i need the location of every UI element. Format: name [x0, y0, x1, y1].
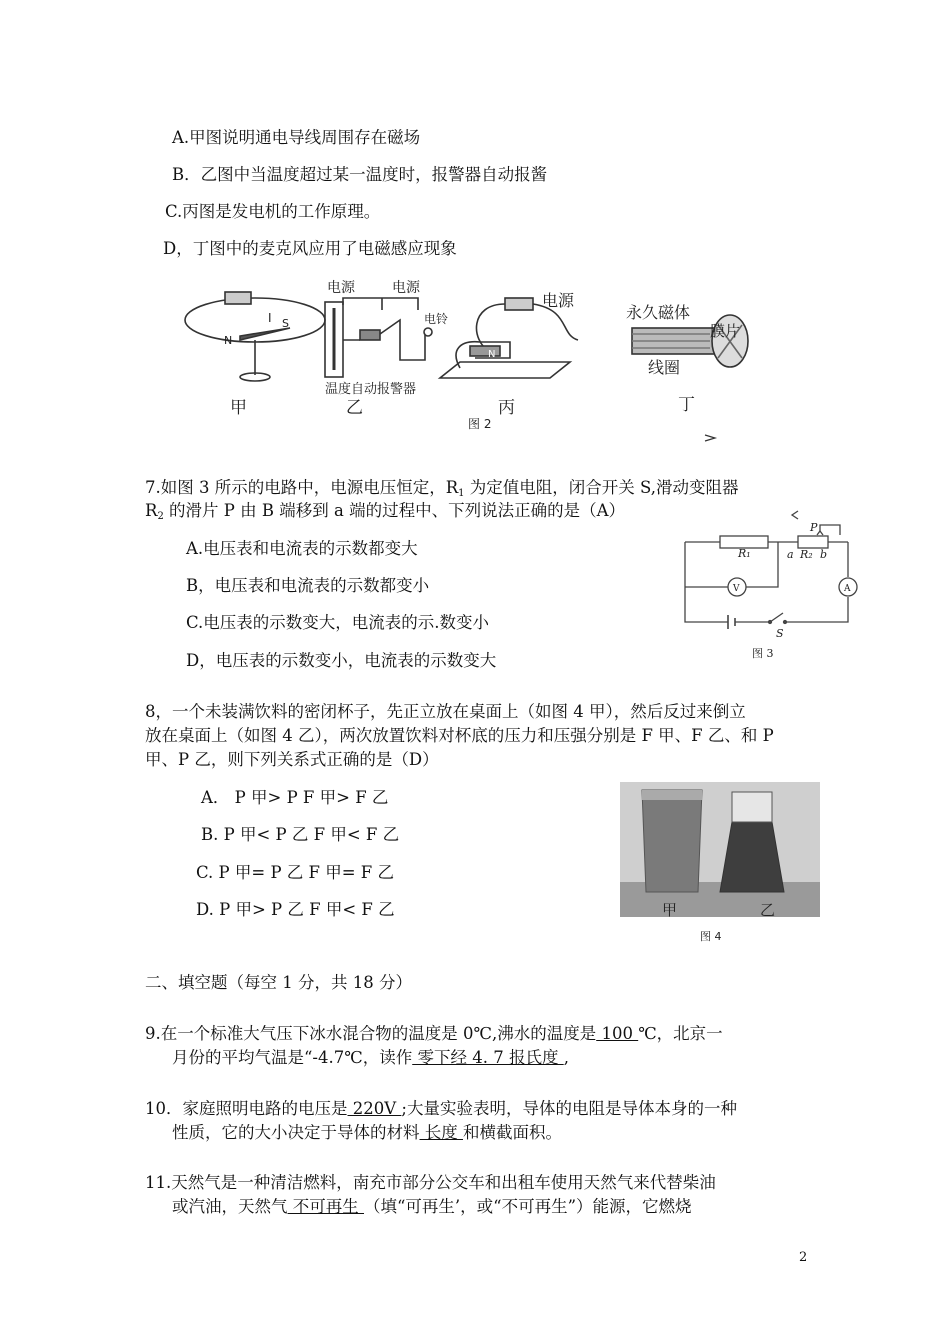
q6-option-d: D，丁图中的麦克风应用了电磁感应现象 [163, 239, 457, 258]
q9-line-1: 9.在一个标准大气压下冰水混合物的温度是 0℃,沸水的温度是 100 ℃，北京一 [145, 1024, 723, 1043]
fig2-yi-coil [360, 330, 380, 340]
fig4-jia-cup [642, 790, 702, 892]
q7-option-d: D，电压表的示数变小，电流表的示数变大 [186, 651, 497, 670]
fig2-bing-label: 丙 [498, 398, 515, 418]
fig3-s-label: S [776, 627, 784, 640]
fig2-alarm-label: 温度自动报警器 [325, 382, 417, 397]
fig2-bing-battery [505, 298, 533, 310]
fig2-jia-battery [225, 292, 251, 304]
fig2-bell-label: 电铃 [424, 312, 449, 326]
q9-answer-2: 零下经 4. 7 报氏度 [412, 1048, 564, 1067]
fig2-n2-label: N [488, 349, 496, 360]
fig2-jia-label: 甲 [230, 398, 247, 418]
fig2-n1-label: N [224, 334, 233, 347]
fig3-v-label: V [733, 584, 740, 594]
fig2-power3-label: 电源 [542, 291, 575, 310]
q6-option-a: A.甲图说明通电导线周围存在磁场 [172, 128, 421, 147]
fig2-s1-label: S [282, 317, 289, 330]
q8-option-d: D. P 甲> P 乙 F 甲< F 乙 [196, 900, 395, 919]
q7-option-a: A.电压表和电流表的示数都变大 [186, 539, 418, 558]
fig4-yi-label: 乙 [760, 901, 776, 919]
q10-line-2: 性质，它的大小决定于导体的材料 长度 和横截面积。 [172, 1123, 562, 1142]
fig2-power2-label: 电源 [392, 280, 420, 296]
q10-answer-1: 220V [347, 1099, 402, 1118]
fig2-coil-label: 线圈 [648, 358, 681, 377]
q11-line-2: 或汽油，天然气 不可再生 （填“可再生’，或“不可再生”）能源，它燃烧 [172, 1197, 692, 1216]
q6-option-c: C.丙图是发电机的工作原理。 [165, 202, 381, 221]
fig2-ding-label: 丁 [678, 395, 695, 415]
page-number: 2 [799, 1250, 808, 1265]
q6-option-b: B．乙图中当温度超过某一温度时，报警器自动报酱 [172, 165, 548, 184]
q8-option-c: C. P 甲= P 乙 F 甲= F 乙 [196, 863, 394, 882]
figure-3-circuit [680, 507, 860, 667]
q7-line-1: 7.如图 3 所示的电路中，电源电压恒定，R1 为定值电阻，闭合开关 S,滑动变阻器 [145, 478, 739, 499]
fig2-yi-label: 乙 [346, 398, 363, 418]
q9-answer-1: 100 [596, 1024, 639, 1043]
q8-line-3: 甲、P 乙，则下列关系式正确的是（D） [145, 750, 439, 769]
fig2-i-label: I [268, 311, 272, 325]
fig4-jia-label: 甲 [662, 901, 678, 919]
fig3-p-label: P [810, 521, 818, 534]
q11-line-1: 11.天然气是一种清洁燃料，南充市部分公交车和出租车使用天然气来代替柴油 [145, 1173, 716, 1192]
q9-line-2: 月份的平均气温是“-4.7℃，读作 零下经 4. 7 报氏度 , [172, 1048, 569, 1067]
figure-4-cups [620, 782, 820, 944]
q7-line-2: R2 的滑片 P 由 B 端移到 a 端的过程中、下列说法正确的是（A） [145, 501, 626, 522]
fig4-caption: 图 4 [700, 930, 722, 943]
q8-line-2: 放在桌面上（如图 4 乙），两次放置饮料对杯底的压力和压强分别是 F 甲、F 乙、和 P [145, 726, 774, 745]
fig3-r2-label: R₂ [800, 548, 813, 561]
q11-answer-1: 不可再生 [287, 1197, 364, 1216]
fig3-caption: 图 3 [752, 647, 774, 660]
fig2-power1-label: 电源 [327, 280, 355, 296]
figure-2 [170, 270, 790, 450]
fig3-a-meter-label: A [844, 584, 851, 594]
q10-line-1: 10．家庭照明电路的电压是 220V ;大量实验表明，导体的电阻是导体本身的一种 [145, 1099, 737, 1118]
q8-option-a: A． P 甲> P F 甲> F 乙 [201, 788, 389, 807]
fig3-b-label: b [820, 548, 828, 561]
q10-answer-2: 长度 [419, 1123, 463, 1142]
section-2-heading: 二、填空题（每空 1 分，共 18 分） [145, 973, 412, 992]
q8-option-b: B. P 甲< P 乙 F 甲< F 乙 [201, 825, 400, 844]
q7-option-b: B，电压表和电流表的示数都变小 [186, 576, 430, 595]
fig3-r1-label: R₁ [738, 547, 751, 560]
q7-option-c: C.电压表的示数变大，电流表的示.数变小 [186, 613, 490, 632]
fig3-r2-rheostat [798, 536, 828, 548]
fig2-magnet-label: 永久磁体 [626, 303, 691, 322]
fig2-membrane-label: 膜片 [710, 322, 741, 340]
q8-line-1: 8，一个未装满饮料的密闭杯子，先正立放在桌面上（如图 4 甲），然后反过来倒立 [145, 702, 746, 721]
fig3-a-label: a [787, 548, 794, 561]
fig2-caption: 图 2 [468, 417, 492, 431]
